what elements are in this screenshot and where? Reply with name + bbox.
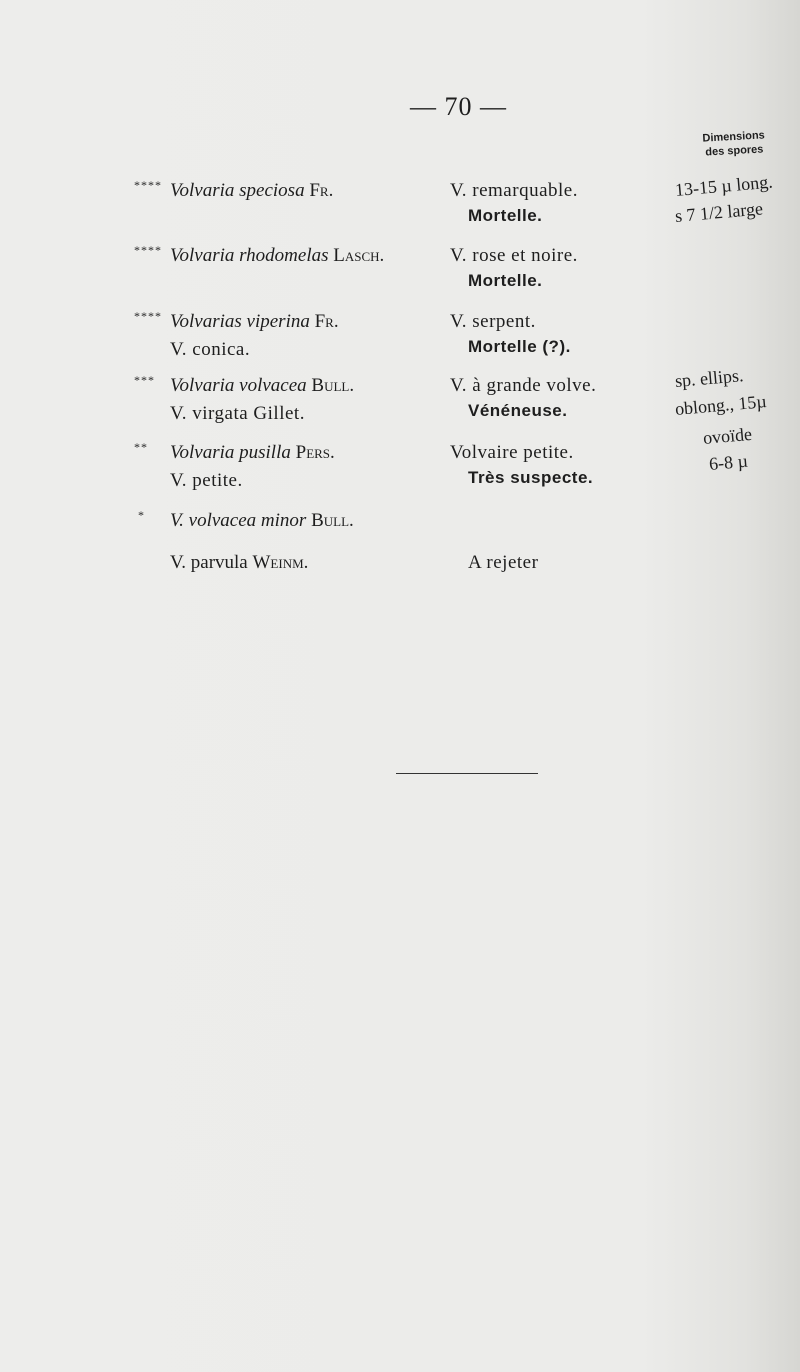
toxicity-stars: ****	[134, 178, 162, 192]
latin-name: V. parvula	[170, 552, 248, 573]
species-name	[170, 375, 354, 397]
latin-name: Volvaria pusilla	[170, 442, 291, 463]
species-name	[170, 180, 333, 202]
latin-name: Volvarias viperina	[170, 311, 310, 332]
species-name	[170, 311, 339, 333]
toxicity-label: Mortelle.	[468, 271, 543, 290]
species-name	[170, 245, 384, 267]
species-name	[170, 510, 354, 532]
common-name: V. remarquable.	[450, 180, 578, 201]
author: Fr.	[314, 311, 339, 332]
spore-size-line1: sp. ellips.	[674, 365, 745, 392]
species-name	[170, 442, 335, 464]
common-name: V. rose et noire.	[450, 245, 578, 266]
common-name: Volvaire petite.	[450, 442, 574, 463]
verdict: A rejeter	[468, 552, 539, 573]
author: Bull.	[311, 510, 354, 531]
spore-size-line1: 13-15 µ long.	[674, 171, 774, 201]
common-name: V. à grande volve.	[450, 375, 597, 396]
page-number: — 70 —	[410, 92, 507, 121]
toxicity-label: Mortelle (?).	[468, 337, 571, 356]
spore-size-line2: s 7 1/2 large	[674, 198, 764, 227]
toxicity-label: Vénéneuse.	[468, 401, 568, 420]
toxicity-stars: ****	[134, 243, 162, 257]
toxicity-stars: **	[134, 440, 148, 454]
toxicity-stars: *	[138, 508, 145, 522]
latin-name: Volvaria rhodomelas	[170, 245, 329, 266]
spore-dimensions-header	[693, 128, 774, 160]
latin-name: Volvaria volvacea	[170, 375, 307, 396]
spore-size-line2: oblong., 15µ	[674, 391, 768, 420]
spore-size-line2: 6-8 µ	[708, 450, 749, 475]
common-name: V. serpent.	[450, 311, 536, 332]
synonym: V. conica.	[170, 339, 251, 360]
toxicity-label: Très suspecte.	[468, 468, 594, 487]
author: Lasch.	[333, 245, 385, 266]
toxicity-stars: ***	[134, 373, 155, 387]
author: Bull.	[311, 375, 355, 396]
author: Pers.	[295, 442, 335, 463]
toxicity-stars: ****	[134, 309, 162, 323]
spore-header-line2: des spores	[705, 143, 764, 159]
synonym: V. petite.	[170, 470, 243, 491]
spore-header-line1: Dimensions	[702, 129, 766, 145]
latin-name: Volvaria speciosa	[170, 180, 305, 201]
section-divider	[396, 773, 538, 774]
synonym: V. virgata Gillet.	[170, 403, 305, 424]
species-name	[170, 552, 308, 574]
toxicity-label: Mortelle.	[468, 206, 543, 225]
author: Fr.	[309, 180, 334, 201]
author: Weinm.	[252, 552, 309, 573]
spore-size-line1: ovoïde	[702, 423, 753, 449]
latin-name: V. volvacea minor	[170, 510, 307, 531]
